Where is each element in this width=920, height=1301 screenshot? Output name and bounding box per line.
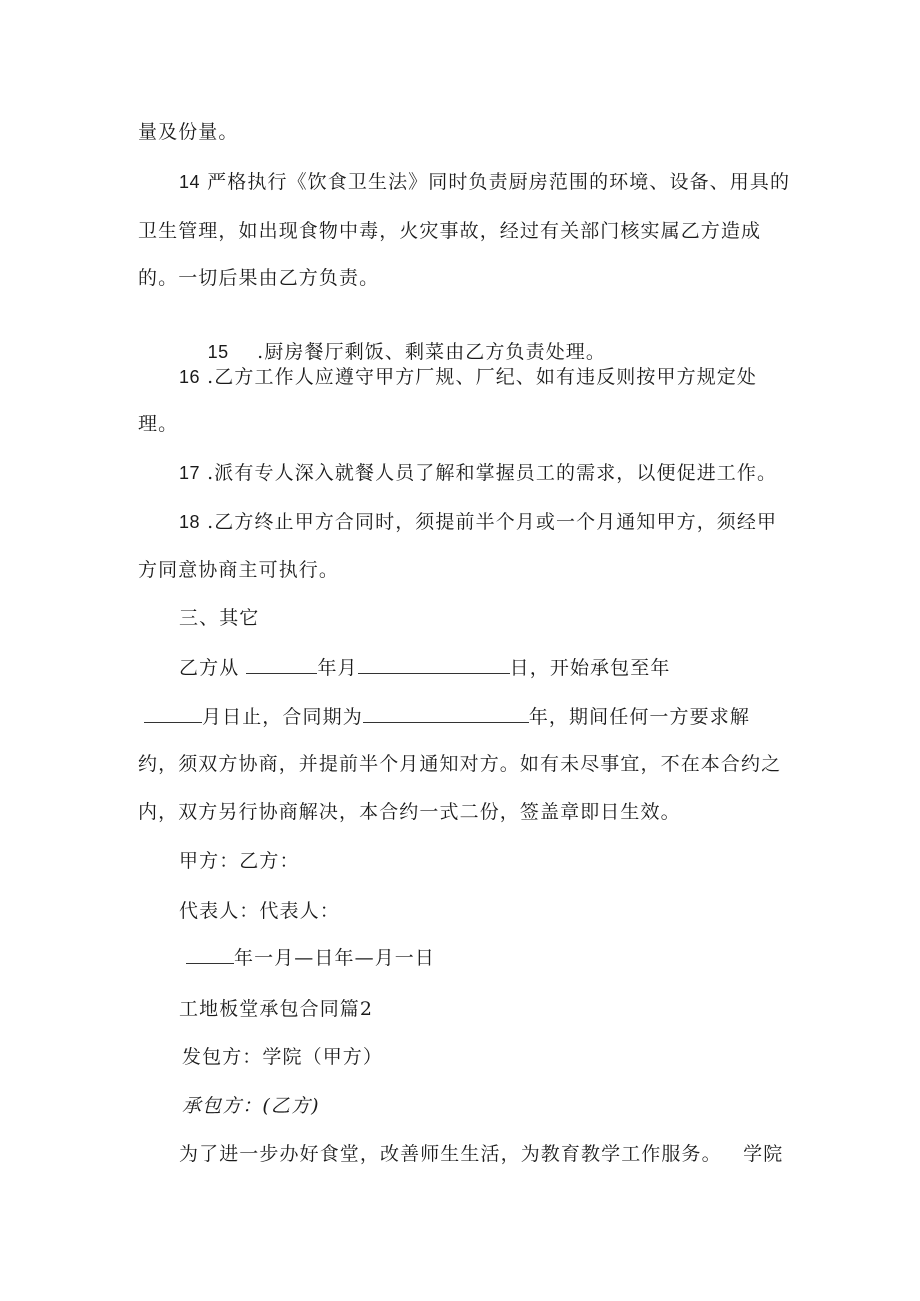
clause-number: 14 <box>179 172 201 192</box>
clause-text: 严格执行《饮食卫生法》同时负责厨房范围的环境、设备、用具的 <box>200 171 791 193</box>
signature-representatives-line: 代表人：代表人： <box>179 900 340 922</box>
clause-14-line <box>179 170 790 194</box>
text-segment: 年月 <box>317 657 358 679</box>
blank-field <box>144 704 202 723</box>
contract-period-line <box>144 704 750 729</box>
blank-field <box>358 655 510 674</box>
paragraph-line: 量及份量。 <box>138 121 239 143</box>
clause-number: 16 <box>179 367 201 387</box>
contract-period-line <box>179 655 670 680</box>
clause-number: 15 <box>207 342 229 362</box>
text-segment: 乙方从 <box>179 657 247 679</box>
blank-field <box>186 945 234 964</box>
paragraph-line: 内，双方另行协商解决，本合约一式二份，签盖章即日生效。 <box>138 801 681 823</box>
paragraph-line: 约，须双方协商，并提前半个月通知对方。如有未尽事宜，不在本合约之 <box>138 753 782 775</box>
text-segment: 年，期间任何一方要求解 <box>528 706 750 728</box>
clause-text: .乙方终止甲方合同时，须提前半个月或一个月通知甲方，须经甲 <box>200 511 778 533</box>
contractor-line: 承包方：(乙方) <box>182 1095 320 1117</box>
clause-text: .派有专人深入就餐人员了解和掌握员工的需求，以便促进工作。 <box>200 462 778 484</box>
clause-text: .厨房餐厅剩饭、剩菜由乙方负责处理。 <box>228 341 606 363</box>
blank-field <box>246 655 317 674</box>
signature-date-line <box>186 945 435 970</box>
contract-title: 工地板堂承包合同篇2 <box>179 998 374 1020</box>
section-heading: 三、其它 <box>179 607 260 629</box>
blank-field <box>363 704 529 723</box>
paragraph-line: 为了进一步办好食堂，改善师生生活，为教育教学工作服务。 学院 <box>179 1143 784 1165</box>
paragraph-line: 的。一切后果由乙方负责。 <box>138 267 380 289</box>
signature-parties-line: 甲方：乙方： <box>179 850 300 872</box>
clause-17-line <box>179 461 777 485</box>
clause-number: 18 <box>179 512 201 532</box>
paragraph-line: 卫生管理，如出现食物中毒，火灾事故，经过有关部门核实属乙方造成 <box>138 220 762 242</box>
employer-line: 发包方：学院（甲方） <box>182 1046 384 1068</box>
paragraph-line: 方同意协商主可执行。 <box>138 559 340 581</box>
text-segment: 日，开始承包至年 <box>509 657 671 679</box>
text-segment: 月日止，合同期为 <box>202 706 363 728</box>
clause-16-line <box>179 365 757 389</box>
clause-text: .乙方工作人应遵守甲方厂规、厂纪、如有违反则按甲方规定处 <box>200 366 758 388</box>
text-segment: 年一月—日年—月一日 <box>234 947 436 969</box>
clause-number: 17 <box>179 463 201 483</box>
clause-18-line <box>179 510 777 534</box>
paragraph-line: 理。 <box>138 413 179 435</box>
